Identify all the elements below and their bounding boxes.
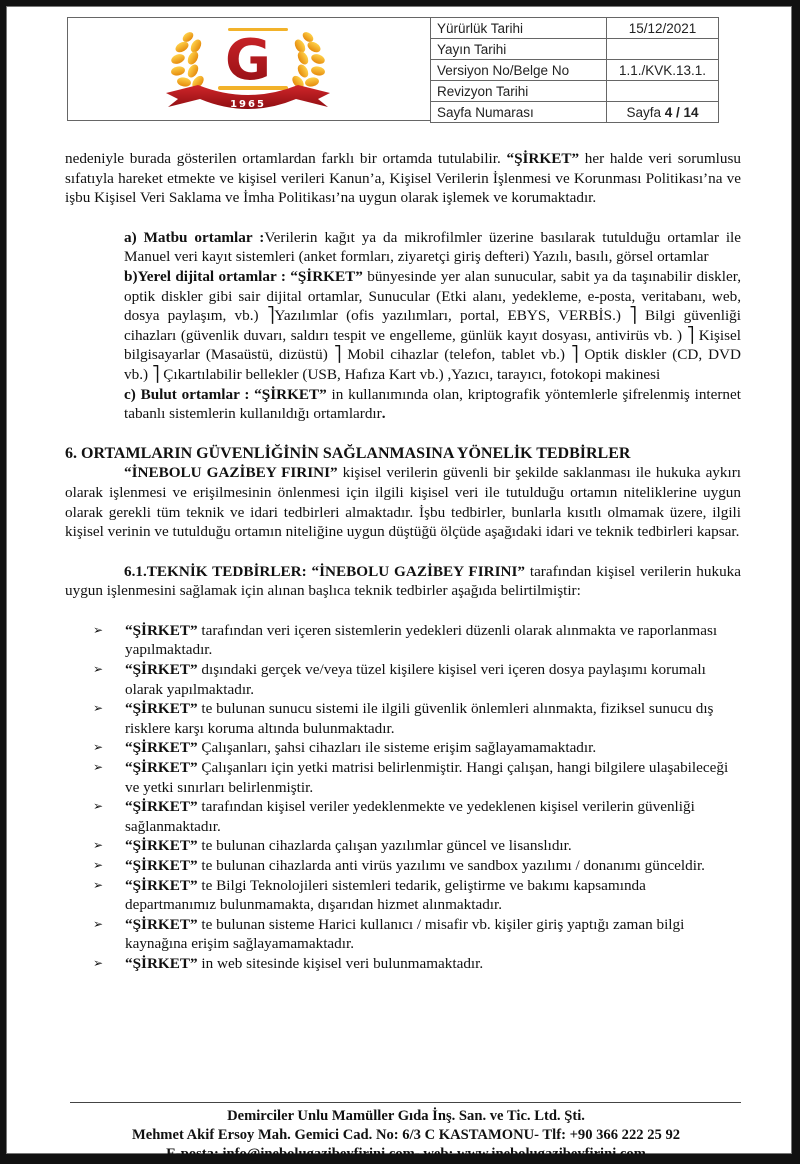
list-item [91, 699, 739, 738]
company-name: “İNEBOLU GAZİBEY FIRINI” [124, 464, 338, 482]
list-item-text: tarafından kişisel veriler yedeklenmekte ve yedeklenen kişisel verilerin güvenliği sağlanmaktadır. [125, 798, 695, 835]
arrow-bullet-icon: ➢ [93, 838, 104, 853]
footer-divider [70, 1102, 741, 1103]
document-body [65, 149, 741, 974]
document-meta-table [430, 17, 719, 123]
list-item [91, 836, 739, 856]
meta-value [607, 39, 719, 60]
page-frame-bottom [0, 1154, 800, 1160]
meta-value [607, 81, 719, 102]
meta-label: Yürürlük Tarihi [431, 18, 607, 39]
media-item-print [124, 228, 741, 267]
list-item-text: dışındaki gerçek ve/veya tüzel kişilere kişisel veri içeren dosya paylaşımı korumalı olarak yapılmaktadır. [125, 661, 706, 698]
footer-address: Mehmet Akif Ersoy Mah. Gemici Cad. No: 6/3 C KASTAMONU- Tlf: +90 366 222 25 92 [131, 1127, 681, 1143]
media-item-local-digital [124, 267, 741, 385]
media-list [124, 228, 741, 424]
arrow-bullet-icon: ➢ [93, 955, 104, 970]
arrow-bullet-icon: ➢ [93, 622, 104, 637]
meta-label: Yayın Tarihi [431, 39, 607, 60]
intro-text: nedeniyle burada gösterilen ortamlardan farklı bir ortamda tutulabilir. [65, 150, 507, 167]
media-text: bünyesinde yer alan sunucular, sabit ya da taşınabilir diskler, optik diskler gibi sair dijital ortamlar, Sunucular (Etki alanı, yedekleme, e-posta, veritabanı, web, dosya paylaşım, vb.) ⎤Yazılımlar (ofis yazılımları, portal, EBYS, VERBİS.) ⎤ Bilgi güvenliği cihazları (güvenlik duvarı, saldırı tespit ve engelleme, günlük kayıt dosyası, antivirüs vb. ) ⎤ Kişisel bilgisayarlar (Masaüstü, dizüstü) ⎤ Mobil cihazlar (telefon, tablet vb.) ⎤ Optik diskler (CD, DVD vb.) ⎤ Çıkartılabilir bellekler (USB, Hafıza Kart vb.) ,Yazıcı, tarayıcı, fotokopi makinesi [124, 267, 741, 383]
list-item-text: te Bilgi Teknolojileri sistemleri tedarik, geliştirme ve bakımı kapsamında departmanımız bulunmamakta, dışarıdan hizmet alınmaktadır. [125, 876, 646, 914]
intro-paragraph [65, 149, 741, 208]
list-item-text: te bulunan cihazlarda çalışan yazılımlar güncel ve lisanslıdır. [197, 837, 572, 855]
list-item [91, 856, 739, 876]
arrow-bullet-icon: ➢ [93, 701, 104, 716]
arrow-bullet-icon: ➢ [93, 740, 104, 755]
meta-label: Sayfa Numarası [431, 102, 607, 123]
meta-row [431, 39, 719, 60]
list-item-text: te bulunan sisteme Harici kullanıcı / misafir vb. kişiler giriş yaptığı zaman bilgi kaynağına erişim sağlayamamaktadır. [125, 915, 685, 953]
media-text-end: . [381, 405, 386, 423]
section-6-1-title: 6.1.TEKNİK TEDBİRLER: “İNEBOLU GAZİBEY FIRINI” [124, 562, 525, 580]
list-item-text: te bulunan cihazlarda anti virüs yazılımı ve sandbox yazılımı / donanımı günceldir. [197, 857, 705, 874]
arrow-bullet-icon: ➢ [93, 662, 104, 677]
company-name: “ŞİRKET” [125, 798, 198, 816]
intro-text: her halde veri sorumlusu sıfatıyla hareket etmekte ve kişisel verileri Kanun’a, Kişisel Verilerin İşlenmesi ve Korunması Politikası’na ve işbu Kişisel Veri Saklama ve İmha Politikası’na uygun olarak işlemek ve korumaktadır. [65, 150, 741, 207]
wheat-left [170, 30, 206, 90]
list-item [91, 915, 739, 954]
media-text: Verilerin kağıt ya da mikrofilmler üzerine basılarak tutulduğu ortamlar ile Manuel veri kayıt sistemleri (anket formları, ziyaretçi giriş defteri) Yazılı, basılı, görsel ortamlar [124, 228, 742, 266]
company-name: “ŞİRKET” [125, 915, 198, 933]
list-item-text: Çalışanları için yetki matrisi belirlenmiştir. Hangi çalışan, hangi bilgilere ulaşabileceği ve yetki sınırları belirlenmiştir. [125, 759, 729, 796]
list-item [91, 876, 739, 915]
list-item-text: te bulunan sunucu sistemi ile ilgili güvenlik önlemleri alınmakta, fiziksel sunucu dış risklere karşı koruma altında bulunmaktadır. [125, 700, 714, 737]
company-name: “ŞİRKET” [125, 759, 198, 777]
company-name: “ŞİRKET” [125, 837, 198, 855]
media-text: in kullanımında olan, kriptografik yöntemlerle şifrelenmiş internet tabanlı sistemlerin kullanıldığı ortamlardır [124, 385, 741, 423]
page-number [607, 102, 719, 123]
wheat-right [290, 30, 326, 90]
meta-value: 15/12/2021 [607, 18, 719, 39]
media-label: b)Yerel dijital ortamlar : “ŞİRKET” [124, 267, 363, 285]
list-item-text: in web sitesinde kişisel veri bulunmamaktadır. [197, 954, 484, 972]
document-header [67, 17, 730, 127]
list-item [91, 621, 739, 660]
media-item-cloud [124, 385, 741, 424]
page-number-prefix: Sayfa [626, 104, 665, 120]
logo-box [67, 17, 431, 121]
company-name: “ŞİRKET” [125, 621, 198, 639]
footer-company: Demirciler Unlu Mamüller Gıda İnş. San. ve Tic. Ltd. Şti. [227, 1108, 585, 1124]
meta-row [431, 18, 719, 39]
list-item [91, 954, 739, 974]
meta-row [431, 60, 719, 81]
wheat-logo-icon [158, 19, 338, 119]
list-item [91, 738, 739, 758]
arrow-bullet-icon: ➢ [93, 877, 104, 892]
logo-year: 1965 [230, 99, 266, 110]
section-6-paragraph [65, 463, 741, 541]
meta-row [431, 81, 719, 102]
company-name: “ŞİRKET” [125, 857, 198, 874]
document-page [6, 6, 792, 1154]
meta-label: Revizyon Tarihi [431, 81, 607, 102]
section-text: kişisel verilerin güvenli bir şekilde saklanması ile hukuka aykırı olarak işlenmesi ve erişilmesinin önlenmesi için ilgili kişisel veri ile tutulduğu ortamın niteliklerine uygun olarak gerekli tüm teknik ve idari tedbirleri almaktadır. İşbu tedbirler, bunlarla kısıtlı olmamak üzere, ilgili kişisel verinin ve tutulduğu ortamın niteliğine uygun düştüğü ölçüde aşağıdaki idari ve teknik tedbirleri kapsar. [65, 464, 741, 541]
arrow-bullet-icon: ➢ [93, 799, 104, 814]
company-name: “ŞİRKET” [125, 661, 198, 679]
section-6-1-paragraph [65, 562, 741, 601]
technical-measures-list [91, 621, 739, 974]
company-name: “ŞİRKET” [125, 739, 198, 757]
company-name: “ŞİRKET” [125, 876, 198, 894]
meta-row [431, 102, 719, 123]
logo-letter: G [225, 28, 271, 93]
meta-value: 1.1./KVK.13.1. [607, 60, 719, 81]
meta-label: Versiyon No/Belge No [431, 60, 607, 81]
page-number-value: 4 / 14 [664, 104, 699, 120]
list-item [91, 660, 739, 699]
arrow-bullet-icon: ➢ [93, 916, 104, 931]
section-text: tarafından kişisel verilerin hukuka uygun işlenmesini sağlamak için alınan başlıca teknik tedbirler aşağıda belirtilmiştir: [65, 562, 741, 600]
media-label: c) Bulut ortamlar : “ŞİRKET” [124, 385, 327, 403]
list-item [91, 797, 739, 836]
section-6-title: 6. ORTAMLARIN GÜVENLİĞİNİN SAĞLANMASINA YÖNELİK TEDBİRLER [65, 444, 631, 462]
company-name: “ŞİRKET” [506, 150, 580, 167]
media-label: a) Matbu ortamlar : [124, 228, 265, 246]
arrow-bullet-icon: ➢ [93, 760, 104, 775]
company-name: “ŞİRKET” [125, 954, 198, 972]
list-item-text: Çalışanları, şahsi cihazları ile sisteme erişim sağlayamamaktadır. [197, 739, 597, 757]
company-name: “ŞİRKET” [125, 700, 198, 718]
list-item-text: tarafından veri içeren sistemlerin yedekleri düzenli olarak alınmakta ve raporlanması yapılmaktadır. [125, 621, 718, 659]
arrow-bullet-icon: ➢ [93, 858, 104, 872]
list-item [91, 758, 739, 797]
